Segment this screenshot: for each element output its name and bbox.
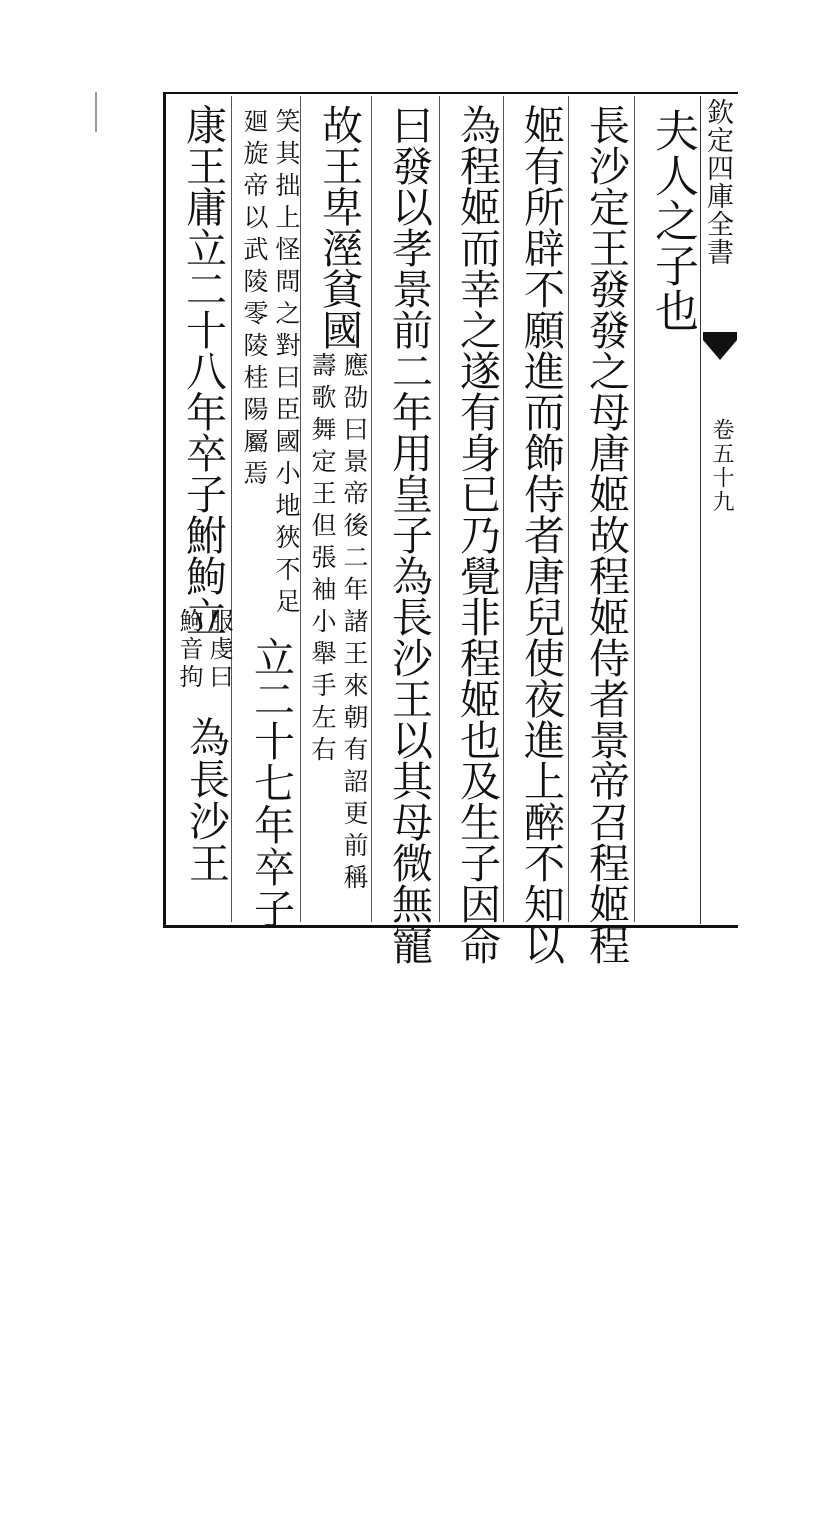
volume-label: 卷五十九: [709, 418, 734, 514]
column-rule: [439, 96, 440, 922]
fish-tail-mark: [703, 332, 737, 340]
scan-edge-mark: [95, 92, 97, 132]
column-rule: [371, 96, 372, 922]
commentary-note: 服虔曰鮈音拘: [175, 608, 233, 692]
text-column-6-main: 故王卑溼貧國: [315, 104, 363, 350]
text-column-1: 夫人之子也: [647, 108, 698, 333]
fish-tail-mark: [703, 340, 737, 360]
commentary-note: 笑其拙上怪問之對曰臣國小地狹不足廻旋帝以武陵零陵桂陽屬焉: [240, 108, 301, 620]
book-title-header: 欽定四庫全書: [702, 98, 733, 266]
text-column-3: 姬有所辟不願進而飾侍者唐兒使夜進上醉不知以: [517, 104, 565, 965]
text-column-8-end: 為長沙王: [182, 716, 230, 884]
commentary-note: 應劭曰景帝後二年諸王來朝有詔更前稱壽歌舞定王但張袖小舉手左右: [308, 352, 369, 896]
text-column-4: 為程姬而幸之遂有身已乃覺非程姬也及生子因命: [453, 104, 501, 965]
text-column-2: 長沙定王發發之母唐姬故程姬侍者景帝召程姬程: [582, 104, 630, 965]
text-column-5: 曰發以孝景前二年用皇子為長沙王以其母微無寵: [385, 104, 433, 965]
text-column-8-main: 康王庸立二十八年卒子鮒鮈立: [179, 104, 227, 637]
text-column-7-main: 立二十七年卒子: [247, 636, 295, 930]
